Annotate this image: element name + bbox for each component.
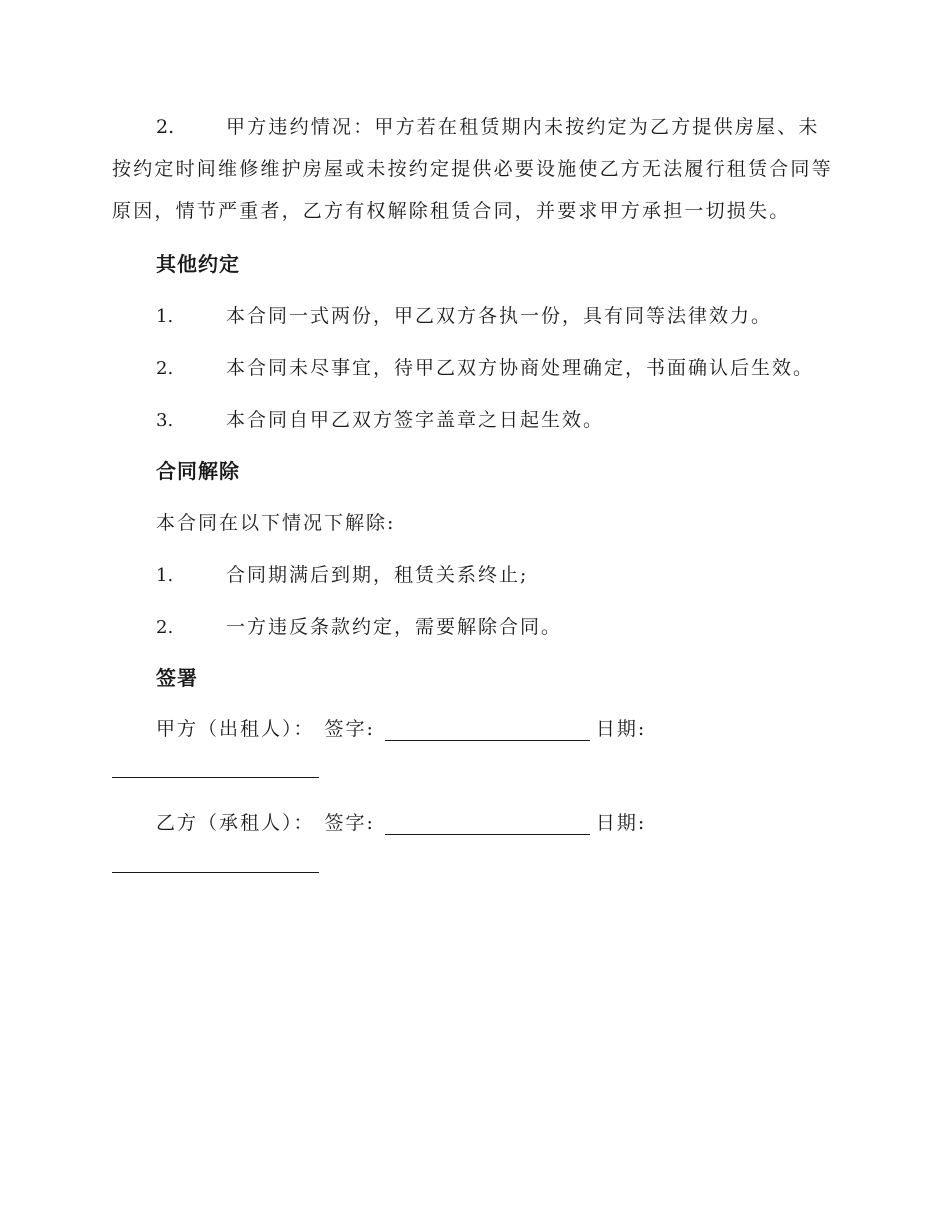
clause-number: 2. bbox=[156, 116, 175, 138]
item-number: 2. bbox=[156, 358, 174, 379]
party-a-sign-label: 签字: bbox=[324, 718, 375, 740]
item-number: 1. bbox=[156, 565, 174, 586]
clause-text: 甲方违约情况：甲方若在租赁期内未按约定为乙方提供房屋、未按约定时间维修维护房屋或未按约定提供必要设施使乙方无法履行租赁合同等原因，情节严重者，乙方有权解除租赁合同，并要求甲方承担一切损失。 bbox=[112, 116, 833, 222]
item-number: 2. bbox=[156, 617, 174, 638]
section-heading-termination: 合同解除 bbox=[156, 459, 240, 483]
list-item bbox=[156, 612, 562, 643]
termination-intro: 本合同在以下情况下解除: bbox=[156, 512, 396, 534]
list-item bbox=[156, 405, 604, 436]
party-b-date-label: 日期: bbox=[595, 812, 647, 834]
item-text: 本合同自甲乙双方签字盖章之日起生效。 bbox=[226, 409, 605, 431]
item-text: 本合同一式两份，甲乙双方各执一份，具有同等法律效力。 bbox=[226, 305, 773, 327]
party-b-sign-label: 签字: bbox=[324, 812, 375, 834]
party-a-label: 甲方（出租人）： bbox=[156, 718, 315, 740]
item-text: 本合同未尽事宜，待甲乙双方协商处理确定，书面确认后生效。 bbox=[226, 357, 815, 379]
party-a-date-field[interactable] bbox=[112, 777, 319, 780]
list-item bbox=[156, 560, 528, 591]
party-b-date-field[interactable] bbox=[112, 872, 319, 875]
list-item bbox=[156, 301, 772, 332]
signature-row-party-a bbox=[156, 714, 646, 744]
list-item bbox=[156, 353, 814, 384]
clause-breach-paragraph bbox=[112, 106, 837, 232]
party-b-signature-field[interactable] bbox=[385, 812, 590, 835]
item-text: 一方违反条款约定，需要解除合同。 bbox=[226, 616, 563, 638]
item-number: 3. bbox=[156, 410, 174, 431]
party-a-date-label: 日期: bbox=[595, 718, 647, 740]
signature-row-party-b bbox=[156, 808, 646, 838]
party-b-label: 乙方（承租人）： bbox=[156, 812, 315, 834]
section-heading-other-terms: 其他约定 bbox=[156, 252, 240, 276]
section-heading-signature: 签署 bbox=[156, 666, 198, 690]
party-a-signature-field[interactable] bbox=[385, 718, 590, 741]
item-number: 1. bbox=[156, 306, 174, 327]
item-text: 合同期满后到期，租赁关系终止; bbox=[226, 564, 529, 586]
